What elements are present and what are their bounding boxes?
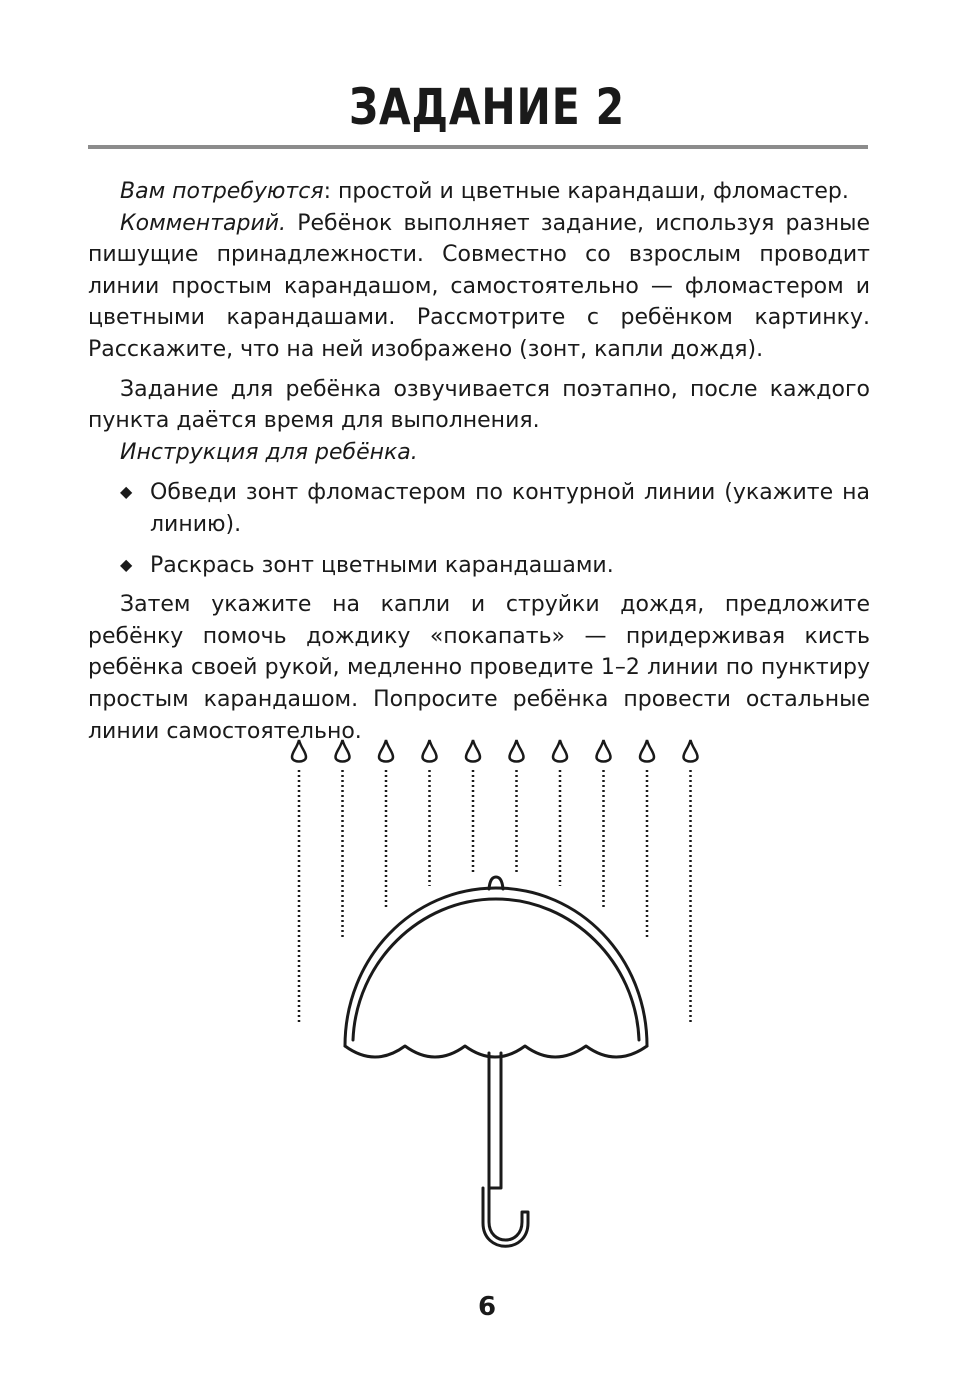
umbrella-handle bbox=[483, 1188, 528, 1246]
raindrop-icon bbox=[684, 740, 698, 762]
raindrop-icon bbox=[597, 740, 611, 762]
umbrella-canopy-inner bbox=[353, 899, 639, 1040]
raindrop-icon bbox=[553, 740, 567, 762]
bullet-item-trace: ◆ Обведи зонт фломастером по контурной линии (укажите на линию). bbox=[88, 476, 870, 540]
raindrop-icon bbox=[510, 740, 524, 762]
raindrop-icon bbox=[466, 740, 480, 762]
raindrop-icon bbox=[423, 740, 437, 762]
comment-text: Ребёнок выполняет задание, используя разные пишущие принадлежности. Совместно со взрослым проводит линии простым карандашом, самостоятельно — фломастером и цветными карандашами. Рассмотрите с ребёнком картинку. Расскажите, что на ней изображено (зонт, капли дождя). bbox=[88, 210, 870, 362]
bullet-diamond-icon: ◆ bbox=[120, 554, 133, 574]
umbrella-shaft bbox=[489, 1053, 501, 1188]
bullet-item-color: ◆ Раскрась зонт цветными карандашами. bbox=[88, 549, 870, 582]
materials-text: : простой и цветные карандаши, фломастер. bbox=[323, 179, 849, 204]
stages-paragraph: Задание для ребёнка озвучивается поэтапно, после каждого пункта даётся время для выполнения. bbox=[88, 376, 870, 434]
bullet-diamond-icon: ◆ bbox=[120, 482, 133, 502]
page-title: ЗАДАНИЕ 2 bbox=[349, 78, 625, 136]
raindrop-icon bbox=[640, 740, 654, 762]
final-paragraph: Затем укажите на капли и струйки дождя, предложите ребёнку помочь дождику «покапать» — придерживая кисть ребёнка своей рукой, медленно проведите 1–2 линии по пунктиру простым карандашом. Попросите ребёнка провести остальные линии самостоятельно. bbox=[88, 592, 870, 744]
materials-label: Вам потребуются bbox=[120, 179, 324, 204]
umbrella-scallops bbox=[345, 1046, 647, 1057]
umbrella-canopy bbox=[345, 888, 647, 1046]
page-number: 6 bbox=[477, 1292, 497, 1322]
raindrops-group bbox=[292, 740, 698, 1022]
comment-label: Комментарий. bbox=[120, 210, 287, 236]
raindrop-icon bbox=[292, 740, 306, 762]
raindrop-icon bbox=[336, 740, 350, 762]
instruction-heading: Инструкция для ребёнка. bbox=[120, 439, 418, 465]
umbrella-icon bbox=[345, 877, 647, 1246]
raindrop-icon bbox=[379, 740, 393, 762]
